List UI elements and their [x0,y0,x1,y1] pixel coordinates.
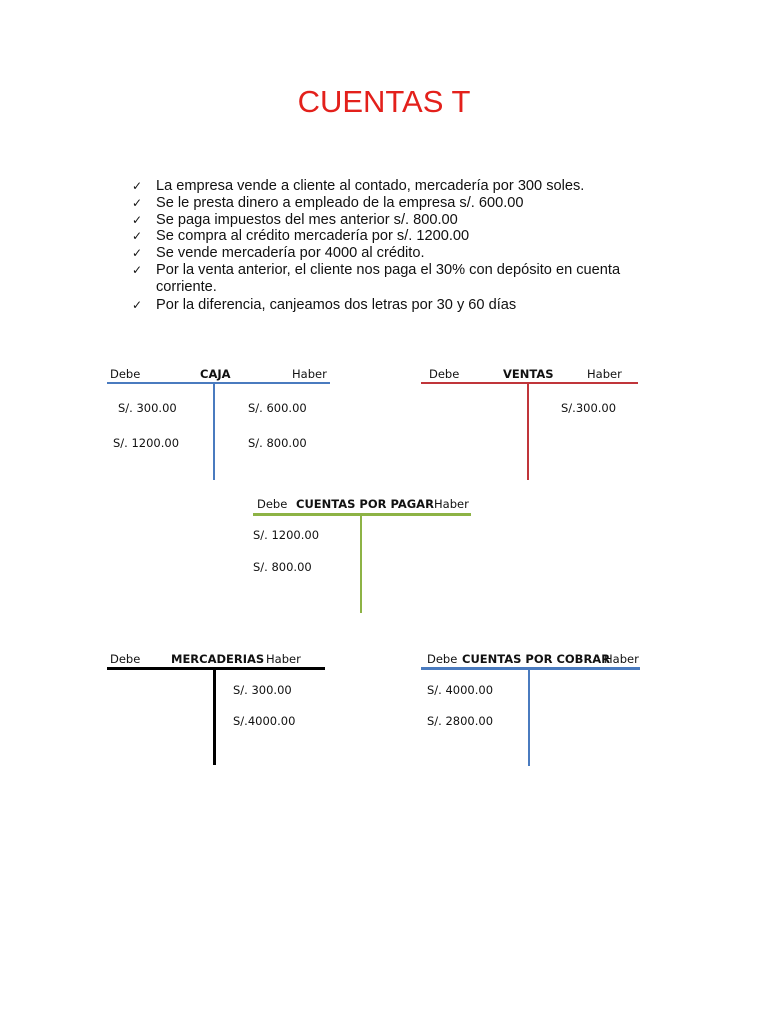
account-name: CUENTAS POR PAGAR [296,497,434,511]
haber-entry: S/.4000.00 [233,714,296,728]
haber-label: Haber [434,497,469,511]
list-item: ✓ Se vende mercadería por 4000 al crédito. [132,245,425,262]
transaction-list [132,178,662,313]
t-account-divider [527,384,529,480]
haber-entry: S/. 300.00 [233,683,292,697]
haber-entry: S/. 600.00 [248,401,307,415]
haber-label: Haber [587,367,622,381]
t-account-divider [528,670,530,766]
account-name: VENTAS [503,367,554,381]
debe-entry: S/. 1200.00 [253,528,320,542]
list-item: ✓ Se le presta dinero a empleado de la empresa s/. 600.00 [132,194,524,211]
page-title: CUENTAS T [297,84,471,119]
t-account-divider [213,670,216,765]
account-name: CAJA [200,367,231,381]
debe-label: Debe [110,652,141,666]
debe-entry: S/. 800.00 [253,560,312,574]
t-account-divider [360,516,362,613]
debe-label: Debe [257,497,288,511]
debe-entry: S/. 1200.00 [113,436,180,450]
t-account-top-line [107,382,330,384]
list-item: ✓ Se paga impuestos del mes anterior s/. 800.00 [132,211,458,228]
check-icon: ✓ [132,179,143,193]
debe-label: Debe [110,367,141,381]
debe-label: Debe [429,367,460,381]
list-item: ✓ Se compra al crédito mercadería por s/. 1200.00 [132,228,470,245]
t-account-divider [213,384,215,480]
t-account-top-line [421,667,640,670]
haber-label: Haber [292,367,327,381]
list-item: ✓ La empresa vende a cliente al contado, mercadería por 300 soles. [132,178,585,194]
list-item: ✓ Por la diferencia, canjeamos dos letras por 30 y 60 días [132,296,517,313]
t-account-top-line [253,513,471,516]
debe-entry: S/. 2800.00 [427,714,494,728]
account-name: CUENTAS POR COBRAR [462,652,611,666]
check-icon: ✓ [132,297,143,312]
check-icon: ✓ [132,229,143,244]
account-name: MERCADERIAS [171,652,265,666]
debe-entry: S/. 300.00 [118,401,177,415]
debe-entry: S/. 4000.00 [427,683,494,697]
debe-label: Debe [427,652,458,666]
haber-entry: S/.300.00 [561,401,617,415]
haber-label: Haber [604,652,639,666]
list-item: ✓ Por la venta anterior, el cliente nos paga el 30% con depósito en cuenta corriente. [132,261,621,295]
check-icon: ✓ [132,212,143,227]
haber-label: Haber [266,652,301,666]
t-account-top-line [421,382,638,384]
t-account-top-line [107,667,325,670]
check-icon: ✓ [132,195,143,210]
check-icon: ✓ [132,246,143,261]
haber-entry: S/. 800.00 [248,436,307,450]
check-icon: ✓ [132,262,143,277]
